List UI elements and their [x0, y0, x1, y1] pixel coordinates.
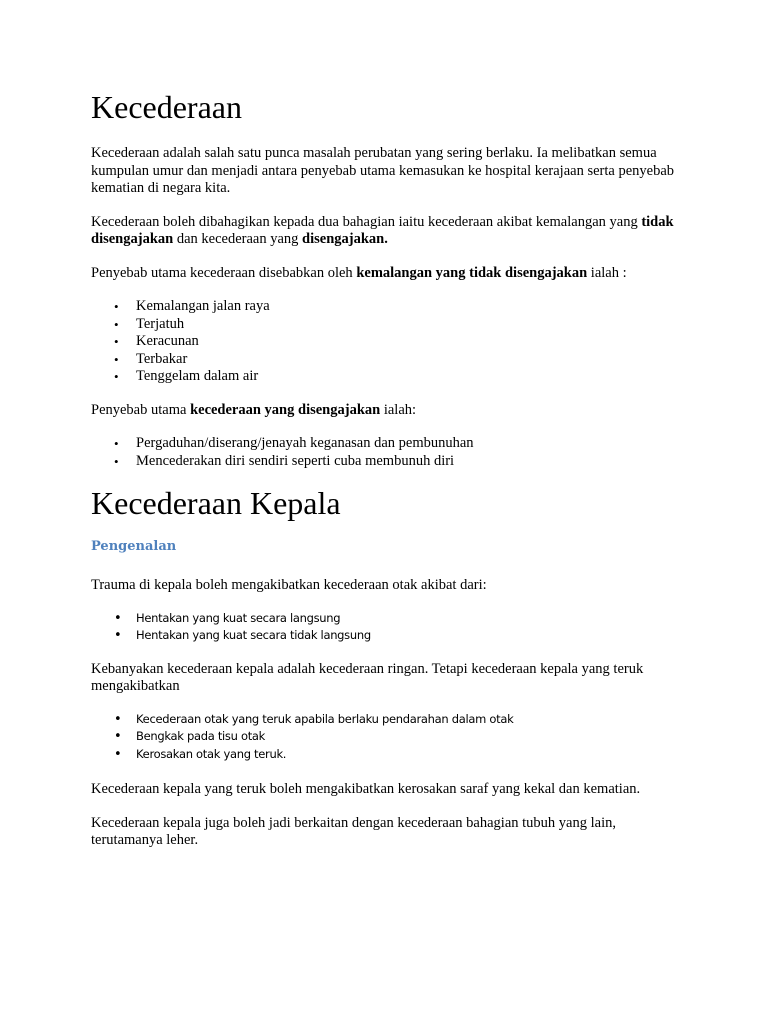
severe-effects-list — [91, 711, 691, 764]
section-title-kecederaan-kepala: Kecederaan Kepala — [91, 485, 341, 521]
text-span: Penyebab utama — [91, 401, 191, 418]
list-item: • Bengkak pada tisu otak — [136, 728, 691, 746]
subheading-pengenalan: Pengenalan — [91, 539, 177, 554]
document-content — [91, 88, 691, 850]
bold-text: kemalangan yang tidak disengajakan — [356, 264, 588, 281]
text-span: ialah : — [587, 264, 627, 281]
intentional-causes-list — [91, 435, 691, 470]
list-item: • Hentakan yang kuat secara tidak langsung — [136, 627, 691, 645]
list-item: • Kecederaan otak yang teruk apabila berlaku pendarahan dalam otak — [136, 711, 691, 729]
bold-text: tidak disengajakan — [91, 213, 674, 247]
trauma-paragraph: Trauma di kepala boleh mengakibatkan kecederaan otak akibat dari: — [91, 577, 487, 593]
intro-paragraph: Kecederaan adalah salah satu punca masalah perubatan yang sering berlaku. Ia melibatkan semua kumpulan umur dan menjadi antara penyebab utama kemasukan ke hospital kerajaan serta penyebab kematian di negara kita. — [91, 145, 675, 196]
list-item: • Kerosakan otak yang teruk. — [136, 746, 691, 764]
list-item: • Kemalangan jalan raya — [136, 298, 691, 316]
unintentional-causes-paragraph — [91, 265, 691, 283]
intentional-causes-paragraph — [91, 402, 691, 420]
list-item: • Keracunan — [136, 333, 691, 351]
text-span: dan kecederaan yang — [173, 231, 303, 247]
section-title-kecederaan: Kecederaan — [91, 89, 242, 125]
list-item: • Mencederakan diri sendiri seperti cuba membunuh diri — [136, 453, 691, 471]
unintentional-causes-list — [91, 298, 691, 386]
list-item: • Pergaduhan/diserang/jenayah keganasan dan pembunuhan — [136, 435, 691, 453]
list-item: • Terjatuh — [136, 316, 691, 334]
trauma-causes-list — [91, 610, 691, 645]
consequences-paragraph: Kecederaan kepala yang teruk boleh mengakibatkan kerosakan saraf yang kekal dan kematian. — [91, 781, 641, 797]
bold-text: kecederaan yang disengajakan — [190, 401, 381, 418]
bold-text: disengajakan. — [302, 231, 388, 247]
text-span: ialah: — [380, 401, 417, 418]
text-span: Kecederaan boleh dibahagikan kepada dua bahagian iaitu kecederaan akibat kemalangan yang — [91, 213, 642, 230]
related-injuries-paragraph: Kecederaan kepala juga boleh jadi berkaitan dengan kecederaan bahagian tubuh yang lain, terutamanya leher. — [91, 814, 616, 848]
classification-paragraph — [91, 214, 691, 249]
list-item: • Hentakan yang kuat secara langsung — [136, 610, 691, 628]
list-item: • Terbakar — [136, 351, 691, 369]
list-item: • Tenggelam dalam air — [136, 368, 691, 386]
text-span: Penyebab utama kecederaan disebabkan oleh — [91, 264, 357, 281]
severity-paragraph: Kebanyakan kecederaan kepala adalah kecederaan ringan. Tetapi kecederaan kepala yang teruk mengakibatkan — [91, 660, 644, 694]
